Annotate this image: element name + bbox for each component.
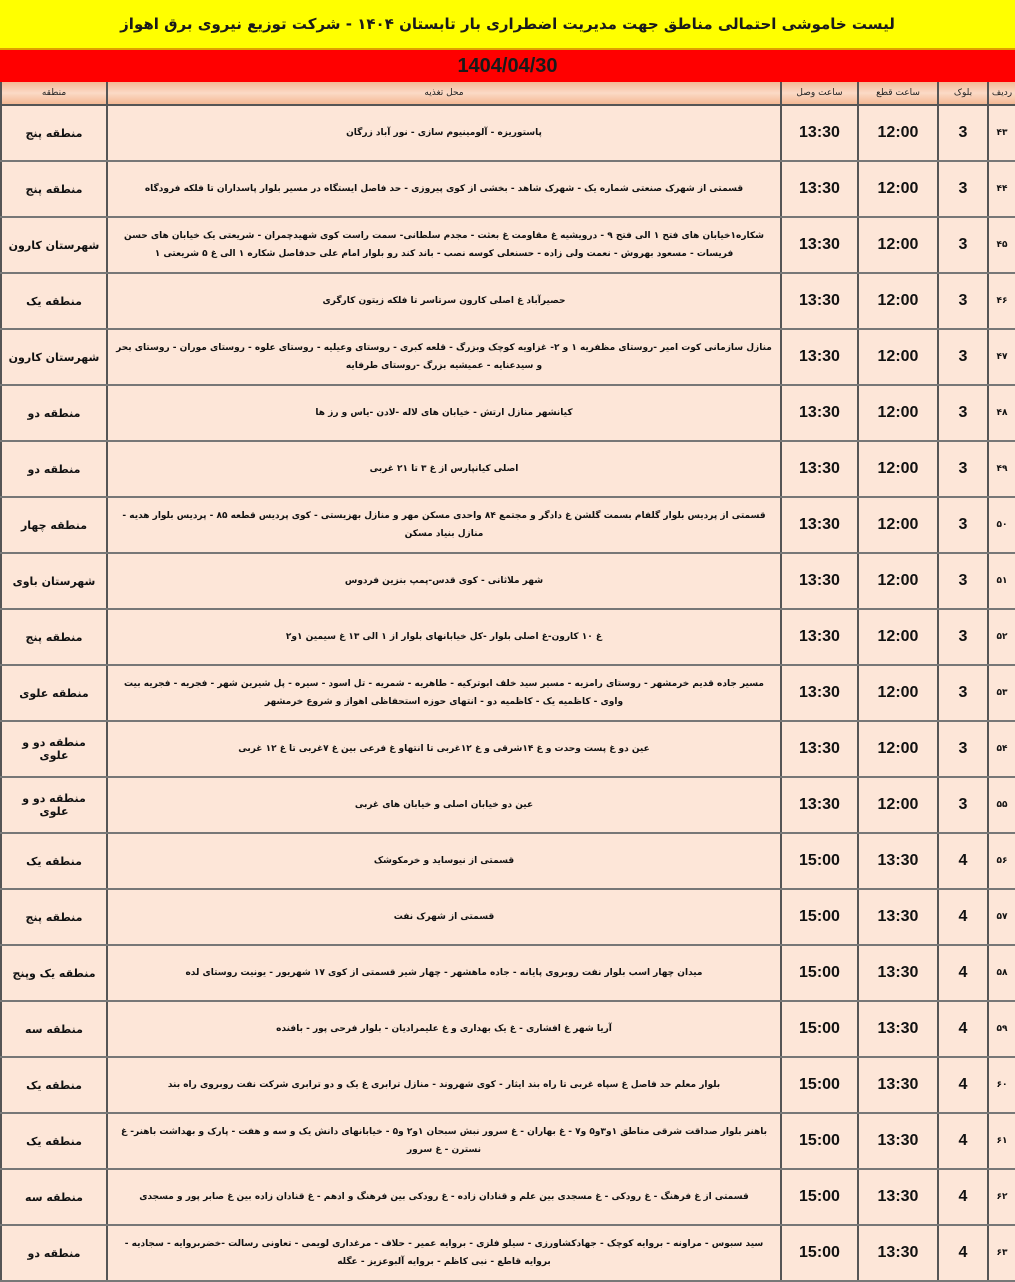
row-number: ۵۷ [988,889,1015,945]
block-number: 4 [938,1225,988,1281]
restore-time: 15:00 [781,1225,858,1281]
block-number: 4 [938,1169,988,1225]
row-number: ۵۴ [988,721,1015,777]
feed-location: قسمتی از شهرک صنعتی شماره یک - شهرک شاهد - بخشی از کوی پیروزی - حد فاصل ایستگاه در مسیر بلوار پاسداران تا فلکه فرودگاه [107,161,781,217]
feed-location: کیانشهر منازل ارتش - خیابان های لاله -لادن -یاس و رز ها [107,385,781,441]
table-row [1,1225,1015,1281]
feed-location: سید سبوس - مراونه - بروایه کوچک - جهادکشاورزی - سیلو فلزی - بروایه عمیر - حلاف - مرغداری لویمی - تعاونی رسالت -خضربروایه - سجادیه - بروایه قاطع - نبی کاظم - بروایه آلبوعزیز - عگله [107,1225,781,1281]
block-number: 3 [938,273,988,329]
feed-location: غ ۱۰ کارون-غ اصلی بلوار -کل خیابانهای بلوار از ۱ الی ۱۳ غ سیمین ۱و۲ [107,609,781,665]
row-number: ۵۶ [988,833,1015,889]
block-number: 3 [938,217,988,273]
restore-time: 15:00 [781,945,858,1001]
row-number: ۵۹ [988,1001,1015,1057]
region-name: منطقه پنج [1,889,107,945]
block-number: 3 [938,609,988,665]
row-number: ۴۴ [988,161,1015,217]
column-header-block: بلوک [938,82,988,105]
cut-time: 13:30 [858,945,938,1001]
restore-time: 13:30 [781,441,858,497]
block-number: 3 [938,777,988,833]
column-header-region: منطقه [1,82,107,105]
row-number: ۵۱ [988,553,1015,609]
cut-time: 12:00 [858,553,938,609]
cut-time: 12:00 [858,217,938,273]
table-row [1,105,1015,161]
row-number: ۴۷ [988,329,1015,385]
restore-time: 13:30 [781,385,858,441]
row-number: ۵۰ [988,497,1015,553]
region-name: منطقه دو [1,385,107,441]
table-row [1,273,1015,329]
row-number: ۵۲ [988,609,1015,665]
region-name: منطقه یک [1,1113,107,1169]
block-number: 3 [938,329,988,385]
region-name: منطقه پنج [1,105,107,161]
row-number: ۴۸ [988,385,1015,441]
restore-time: 15:00 [781,1057,858,1113]
cut-time: 13:30 [858,1225,938,1281]
table-row [1,833,1015,889]
table-row [1,385,1015,441]
table-row [1,777,1015,833]
table-row [1,217,1015,273]
row-number: ۶۰ [988,1057,1015,1113]
cut-time: 13:30 [858,1113,938,1169]
feed-location: قسمتی از غ فرهنگ - غ رودکی - غ مسجدی بین علم و قنادان زاده - غ رودکی بین فرهنگ و ادهم - غ قنادان زاده بین غ صابر پور و مسجدی [107,1169,781,1225]
feed-location: شهر ملاثانی - کوی قدس-پمپ بنزین فردوس [107,553,781,609]
cut-time: 13:30 [858,833,938,889]
row-number: ۵۳ [988,665,1015,721]
region-name: منطقه سه [1,1169,107,1225]
date-banner: 1404/04/30 [0,50,1015,82]
feed-location: حصیرآباد غ اصلی کارون سرتاسر تا فلکه زیتون کارگری [107,273,781,329]
restore-time: 15:00 [781,833,858,889]
region-name: منطقه یک [1,273,107,329]
restore-time: 13:30 [781,273,858,329]
table-row [1,329,1015,385]
restore-time: 13:30 [781,721,858,777]
restore-time: 13:30 [781,329,858,385]
feed-location: آریا شهر غ افشاری - غ یک بهداری و غ علیمرادیان - بلوار فرحی پور - بافنده [107,1001,781,1057]
region-name: منطقه پنج [1,609,107,665]
feed-location: مسیر جاده قدیم خرمشهر - روستای رامزیه - مسیر سید خلف ابوترکیه - طاهریه - شمریه - تل اسود - سیره - پل شیرین شهر - فجریه - فجریه بیت واوی - کاظمیه یک - کاظمیه دو - انتهای حوزه استحفاظی اهواز و شروع خرمشهر [107,665,781,721]
feed-location: اصلی کیانپارس از غ ۳ تا ۲۱ غربی [107,441,781,497]
row-number: ۴۹ [988,441,1015,497]
row-number: ۵۸ [988,945,1015,1001]
table-row [1,1001,1015,1057]
page-title: لیست خاموشی احتمالی مناطق جهت مدیریت اضطراری بار تابستان ۱۴۰۴ - شرکت توزیع نیروی برق اهواز [0,0,1015,50]
region-name: منطقه یک [1,833,107,889]
column-header-row: ردیف [988,82,1015,105]
feed-location: قسمتی از پردیس بلوار گلفام بسمت گلشن غ دادگر و مجتمع ۸۴ واحدی مسکن مهر و منازل بهزیستی - کوی پردیس قطعه ۸۵ - پردیس بلوار هدیه - منازل بنیاد مسکن [107,497,781,553]
block-number: 3 [938,385,988,441]
region-name: منطقه چهار [1,497,107,553]
cut-time: 12:00 [858,497,938,553]
cut-time: 13:30 [858,1001,938,1057]
cut-time: 12:00 [858,385,938,441]
table-row [1,609,1015,665]
block-number: 4 [938,1001,988,1057]
region-name: منطقه دو و علوی [1,721,107,777]
region-name: منطقه دو [1,441,107,497]
feed-location: قسمتی از نیوساید و خرمکوشک [107,833,781,889]
column-header-cut-time: ساعت قطع [858,82,938,105]
table-row [1,1113,1015,1169]
cut-time: 13:30 [858,1169,938,1225]
block-number: 3 [938,497,988,553]
restore-time: 13:30 [781,497,858,553]
block-number: 4 [938,889,988,945]
cut-time: 12:00 [858,609,938,665]
cut-time: 12:00 [858,329,938,385]
row-number: ۵۵ [988,777,1015,833]
feed-location: منازل سازمانی کوت امیر -روستای مظفریه ۱ و ۲- غزاویه کوچک وبزرگ - قلعه کبری - روستای وعیلیه - روستای علوه - روستای موران - روستای بحر و سیدعنایه - عمیشیه بزرگ -روستای طرفایه [107,329,781,385]
row-number: ۴۳ [988,105,1015,161]
block-number: 3 [938,105,988,161]
table-body [1,105,1015,1281]
table-header-row [1,82,1015,105]
block-number: 4 [938,1057,988,1113]
cut-time: 12:00 [858,665,938,721]
region-name: منطقه علوی [1,665,107,721]
restore-time: 13:30 [781,777,858,833]
restore-time: 13:30 [781,553,858,609]
row-number: ۶۱ [988,1113,1015,1169]
block-number: 3 [938,721,988,777]
cut-time: 12:00 [858,777,938,833]
restore-time: 13:30 [781,161,858,217]
table-row [1,497,1015,553]
region-name: شهرستان کارون [1,217,107,273]
restore-time: 13:30 [781,105,858,161]
cut-time: 12:00 [858,273,938,329]
restore-time: 15:00 [781,889,858,945]
table-row [1,665,1015,721]
region-name: منطقه پنج [1,161,107,217]
row-number: ۴۶ [988,273,1015,329]
restore-time: 15:00 [781,1169,858,1225]
table-row [1,721,1015,777]
region-name: شهرستان باوی [1,553,107,609]
feed-location: میدان چهار اسب بلوار نفت روبروی پایانه - جاده ماهشهر - چهار شیر قسمتی از کوی ۱۷ شهریور - یونیت روستای لده [107,945,781,1001]
row-number: ۶۳ [988,1225,1015,1281]
restore-time: 13:30 [781,609,858,665]
restore-time: 13:30 [781,217,858,273]
table-row [1,161,1015,217]
feed-location: باهنر بلوار صداقت شرقی مناطق ۱و۳و۵ و۷ - غ بهاران - غ سرور نبش سبحان ۱و۲ و۵ - خیابانهای دانش یک و سه و هفت - پارک و بهداشت باهنر- غ نسترن - غ سرور [107,1113,781,1169]
feed-location: عین دو خیابان اصلی و خیابان های غربی [107,777,781,833]
block-number: 4 [938,945,988,1001]
region-name: منطقه یک وپنج [1,945,107,1001]
block-number: 3 [938,441,988,497]
feed-location: پاستوریزه - آلومینیوم سازی - نور آباد زرگان [107,105,781,161]
region-name: شهرستان کارون [1,329,107,385]
restore-time: 15:00 [781,1113,858,1169]
feed-location: بلوار معلم حد فاصل غ سپاه غربی تا راه بند ایثار - کوی شهروند - منازل ترابری غ یک و دو ترابری شرکت نفت روبروی راه بند [107,1057,781,1113]
feed-location: شکاره۱خیابان های فتح ۱ الی فتح ۹ - درویشیه غ مقاومت غ بعثت - مجدم سلطانی- سمت راست کوی شهیدچمران - شریعتی یک خیابان های حسن فریسات - مسعود بهروش - نعمت ولی زاده - حسنعلی کوسه نصب - باند کند رو بلوار امام علی حدفاصل شکاره ۱ الی غ ۵ شریعتی ۱ [107,217,781,273]
block-number: 3 [938,553,988,609]
table-row [1,1169,1015,1225]
feed-location: عین دو غ پست وحدت و غ ۱۴شرقی و غ ۱۲غربی تا انتهاو غ فرعی بین غ ۷غربی تا غ ۱۲ غربی [107,721,781,777]
cut-time: 12:00 [858,441,938,497]
table-row [1,1057,1015,1113]
column-header-location: محل تغذیه [107,82,781,105]
region-name: منطقه دو [1,1225,107,1281]
block-number: 3 [938,161,988,217]
block-number: 3 [938,665,988,721]
region-name: منطقه دو و علوی [1,777,107,833]
column-header-restore-time: ساعت وصل [781,82,858,105]
table-row [1,553,1015,609]
table-row [1,889,1015,945]
feed-location: قسمتی از شهرک نفت [107,889,781,945]
cut-time: 13:30 [858,1057,938,1113]
row-number: ۴۵ [988,217,1015,273]
block-number: 4 [938,1113,988,1169]
cut-time: 12:00 [858,161,938,217]
outage-table [0,82,1015,1282]
cut-time: 13:30 [858,889,938,945]
restore-time: 13:30 [781,665,858,721]
region-name: منطقه یک [1,1057,107,1113]
cut-time: 12:00 [858,721,938,777]
cut-time: 12:00 [858,105,938,161]
region-name: منطقه سه [1,1001,107,1057]
table-row [1,945,1015,1001]
row-number: ۶۲ [988,1169,1015,1225]
restore-time: 15:00 [781,1001,858,1057]
table-row [1,441,1015,497]
block-number: 4 [938,833,988,889]
